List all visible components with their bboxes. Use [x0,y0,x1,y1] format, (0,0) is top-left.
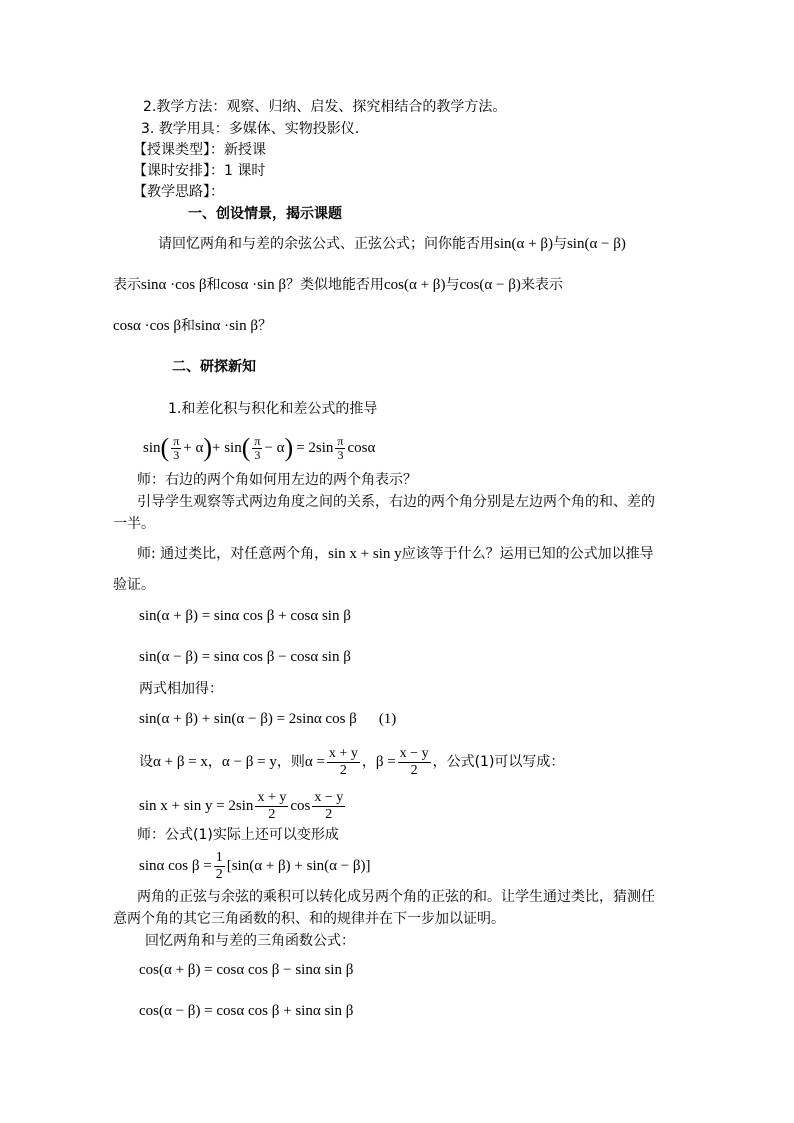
product-to-sum-formula [139,846,371,886]
section-heading-1: 一、创设情景，揭示课题 [188,206,342,222]
intro-text: ？ [257,318,272,334]
substitution-line [139,740,564,784]
numerator: π [337,433,344,448]
denominator: 2 [339,762,347,778]
math-sina-cosb: sinα ·cos β [141,277,207,293]
formula-sin-diff: sin(α − β) = sinα cos β − cosα sin β [139,649,351,665]
fraction [312,790,345,823]
analogy-text: 师: 通过类比，对任意两个角， [137,546,329,562]
math-cos-sum: cos(α + β) [384,277,446,293]
numerator: 1 [215,849,223,865]
example-identity: sin ( $\frac{\pi}{3}$ + α ) + sin ( $\frac{\pi}{3}$ − α ) = 2sin $\frac{\pi}{3}$ cosα [143,433,376,462]
intro-text: 和 [206,277,221,293]
math-text: sinα cos β = [139,858,212,874]
formula-transform-line: 师：公式(1)实际上还可以变形成 [137,827,339,843]
lesson-type-line: 【授课类型】：新授课 [133,142,266,158]
sum-to-product-formula [139,786,347,826]
math-text: α − β = y [221,754,277,770]
math-text: sin x + sin y = 2sin [139,798,254,814]
formula-1-tag: (1) [378,711,397,727]
recall-formulas-line: 回忆两角和与差的三角函数公式： [145,933,355,949]
numerator: π [254,433,261,448]
denominator: 2 [268,806,276,822]
formula-cos-diff: cos(α − β) = cosα cos β + sinα sin β [139,1003,354,1019]
add-two-formulas-line: 两式相加得： [139,681,223,697]
math-text: α = [304,754,325,770]
fraction [255,790,288,823]
intro-text: 请回忆两角和与差的余弦公式、正弦公式；问你能否用 [158,236,494,252]
sub-text: ， [361,754,376,770]
numerator: x − y [399,745,429,761]
verify-line: 验证。 [113,577,155,593]
formula-1: sin(α + β) + sin(α − β) = 2sinα cos β [139,711,357,727]
intro-text: 与 [445,277,460,293]
math-text: cos [290,798,311,814]
intro-text: 表示 [113,277,141,293]
math-text: cosα [347,440,376,456]
sub-text: ，则 [276,754,305,770]
fraction [171,435,181,462]
intro-text: 与 [552,236,567,252]
math-sin-diff: sin(α − β) [566,236,626,252]
guide-line-2: 一半。 [113,516,155,532]
numerator: π [173,433,180,448]
lesson-time-line: 【课时安排】：1 课时 [133,163,266,179]
numerator: x − y [314,789,344,805]
teacher-question-line: 师：右边的两个角如何用左边的两个角表示？ [137,472,417,488]
product-explain-line-1: 两角的正弦与余弦的乘积可以转化成另两个角的正弦的和。让学生通过类比，猜测任 [137,889,655,905]
numerator: x + y [328,745,358,761]
intro-paragraph-line-1 [158,235,626,253]
math-text: + α [183,440,204,456]
formula-sin-sum: sin(α + β) = sinα cos β + cosα sin β [139,608,351,624]
denominator: 3 [337,447,344,462]
numerator: x + y [257,789,287,805]
subsection-heading: 1.和差化积与积化和差公式的推导 [168,401,378,417]
fraction [327,746,360,779]
formula-1-line [139,710,396,728]
analogy-text: 应该等于什么？运用已知的公式加以推导 [401,546,654,562]
fraction [398,746,431,779]
formula-cos-sum: cos(α + β) = cosα cos β − sinα sin β [139,962,354,978]
fraction [214,850,225,883]
denominator: 3 [254,447,261,462]
guide-line-1: 引导学生观察等式两边角度之间的关系，右边的两个角分别是左边两个角的和、差的 [137,494,655,510]
math-cos-diff: cos(α − β) [459,277,521,293]
math-cosa-cosb: cosα ·cos β [113,318,181,334]
math-text: α + β = x [153,754,208,770]
math-cosa-sinb: cosα ·sin β [220,277,286,293]
sub-text: 设 [139,754,153,770]
math-text: sin [143,440,161,456]
math-text: − α [264,440,285,456]
math-text: + sin [212,440,242,456]
teaching-approach-line: 【教学思路】： [133,184,224,200]
fraction [335,435,345,462]
section-heading-2: 二、研探新知 [172,359,256,375]
denominator: 2 [215,866,223,882]
denominator: 2 [410,762,418,778]
intro-paragraph-line-3 [113,317,272,335]
math-sina-sinb: sinα ·sin β [194,318,258,334]
analogy-line [137,545,654,563]
denominator: 2 [325,806,333,822]
math-text: β = [375,754,396,770]
intro-text: 和 [180,318,195,334]
product-explain-line-2: 意两个角的其它三角函数的积、和的规律并在下一步加以证明。 [113,911,505,927]
math-sin-sum: sin(α + β) [494,236,553,252]
denominator: 3 [173,447,180,462]
sub-text: ，公式(1)可以写成： [432,754,565,770]
intro-paragraph-line-2 [113,276,563,294]
math-sinx-siny: sin x + sin y [328,546,402,562]
math-text: = 2sin [296,440,334,456]
sub-text: ， [207,754,222,770]
intro-text: 来表示 [520,277,563,293]
fraction [252,435,262,462]
math-text: [sin(α + β) + sin(α − β)] [226,858,371,874]
intro-text: ？类似地能否用 [286,277,384,293]
teaching-method-line: 2.教学方法：观察、归纳、启发、探究相结合的教学方法。 [143,99,507,115]
teaching-tools-line: 3. 教学用具：多媒体、实物投影仪. [141,121,360,137]
